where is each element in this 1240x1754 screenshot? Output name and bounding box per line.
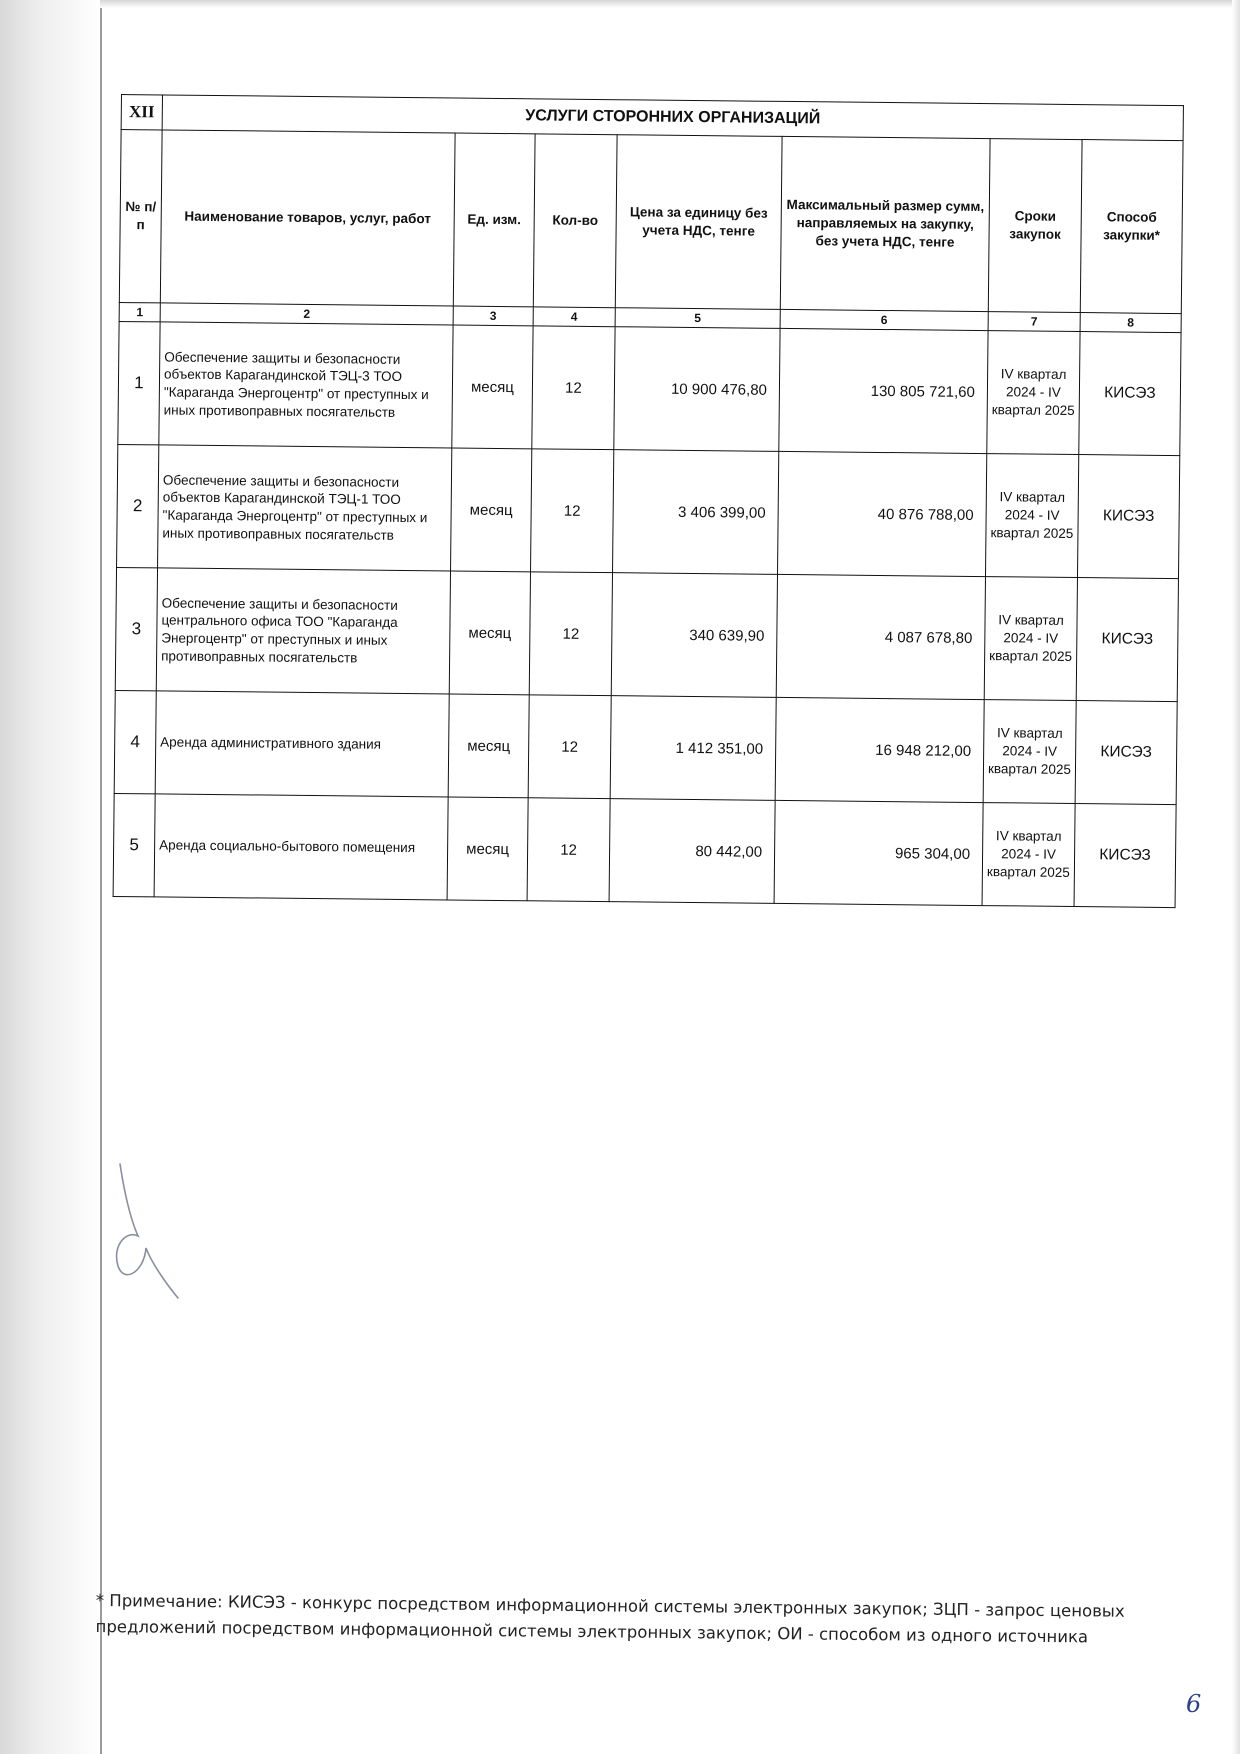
row-total: 130 805 721,60: [779, 328, 988, 453]
row-total: 965 304,00: [774, 800, 983, 905]
row-price: 10 900 476,80: [614, 327, 780, 452]
column-number: 6: [780, 309, 988, 330]
col-header-qty: Кол-во: [533, 134, 617, 308]
row-number: 1: [118, 321, 160, 444]
procurement-table: [113, 94, 1184, 908]
handwritten-signature: [108, 1160, 188, 1300]
page-top-edge: [100, 0, 1240, 8]
row-terms: IV квартал 2024 - IV квартал 2025: [983, 700, 1076, 804]
footnote: * Примечание: КИСЭЗ - конкурс посредством информационной системы электронных закупок; ЗЦП - запрос ценовых предложений посредством информационной системы электронных закупок; ОИ - способом из одного источника: [95, 1590, 1125, 1646]
table-row: [113, 793, 1176, 907]
col-header-method: Способ закупки*: [1080, 140, 1183, 314]
row-price: 3 406 399,00: [613, 450, 779, 575]
row-terms: IV квартал 2024 - IV квартал 2025: [987, 331, 1080, 455]
column-number: 4: [533, 307, 615, 327]
row-number: 2: [117, 444, 159, 567]
row-unit: месяц: [448, 694, 529, 798]
section-title: УСЛУГИ СТОРОННИХ ОРГАНИЗАЦИЙ: [162, 95, 1183, 141]
row-number: 3: [115, 567, 157, 690]
table-row: [115, 567, 1178, 701]
row-unit: месяц: [452, 325, 533, 449]
scan-left-shadow: [0, 0, 100, 1754]
row-price: 340 639,90: [611, 573, 777, 698]
col-header-terms: Сроки закупок: [988, 139, 1082, 313]
row-terms: IV квартал 2024 - IV квартал 2025: [985, 454, 1078, 578]
column-number: 3: [453, 306, 533, 326]
row-name: Обеспечение защиты и безопасности центрального офиса ТОО "Караганда Энергоцентр" от преступных и иных противоправных посягательств: [156, 568, 450, 694]
row-method: КИСЭЗ: [1077, 455, 1179, 579]
row-qty: 12: [532, 326, 615, 450]
col-header-total: Максимальный размер сумм, направляемых на закупку, без учета НДС, тенге: [780, 136, 990, 311]
row-unit: месяц: [449, 571, 530, 695]
row-name: Аренда административного здания: [155, 691, 449, 797]
row-name: Аренда социально-бытового помещения: [154, 794, 448, 900]
row-method: КИСЭЗ: [1079, 332, 1181, 456]
row-total: 4 087 678,80: [776, 574, 985, 699]
row-name: Обеспечение защиты и безопасности объектов Карагандинской ТЭЦ-3 ТОО "Караганда Энергоцентр" от преступных и иных противоправных посягательств: [159, 322, 453, 448]
row-price: 1 412 351,00: [610, 696, 776, 801]
row-unit: месяц: [451, 448, 532, 572]
column-number: 8: [1080, 313, 1181, 333]
row-qty: 12: [531, 449, 614, 573]
table-row: [117, 444, 1180, 578]
column-header-row: [119, 130, 1183, 314]
row-qty: 12: [528, 695, 611, 799]
col-header-unit: Ед. изм.: [453, 133, 535, 307]
page-right-edge: [1232, 0, 1240, 1754]
row-qty: 12: [529, 572, 612, 696]
column-number: 2: [160, 303, 453, 325]
row-method: КИСЭЗ: [1075, 701, 1177, 805]
row-qty: 12: [527, 798, 610, 902]
table-row: [114, 690, 1177, 804]
page-number: 6: [1186, 1690, 1202, 1718]
row-total: 40 876 788,00: [778, 451, 987, 576]
row-terms: IV квартал 2024 - IV квартал 2025: [982, 803, 1075, 907]
column-number: 1: [119, 302, 160, 321]
row-method: КИСЭЗ: [1074, 804, 1176, 908]
col-header-number: № п/п: [119, 130, 162, 303]
row-price: 80 442,00: [609, 799, 775, 904]
col-header-name: Наименование товаров, услуг, работ: [160, 130, 455, 306]
row-terms: IV квартал 2024 - IV квартал 2025: [984, 577, 1077, 701]
row-method: КИСЭЗ: [1076, 578, 1178, 702]
row-total: 16 948 212,00: [775, 697, 984, 802]
page-left-edge: [100, 0, 102, 1754]
row-unit: месяц: [447, 797, 528, 901]
col-header-price: Цена за единицу без учета НДС, тенге: [615, 135, 782, 310]
row-number: 5: [113, 793, 155, 896]
table-row: [118, 321, 1181, 455]
section-number: XII: [121, 95, 162, 130]
column-number: 7: [988, 312, 1080, 332]
column-number: 5: [615, 308, 780, 329]
row-number: 4: [114, 690, 156, 793]
row-name: Обеспечение защиты и безопасности объектов Карагандинской ТЭЦ-1 ТОО "Караганда Энергоцентр" от преступных и иных противоправных посягательств: [158, 445, 452, 571]
